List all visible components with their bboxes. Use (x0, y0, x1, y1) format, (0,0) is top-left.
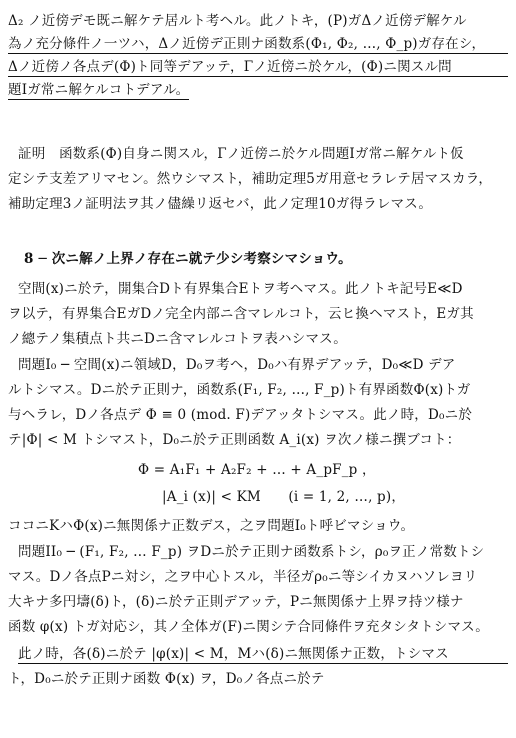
text-line-2: 為ノ充分條件ノ一ツハ，Δノ近傍デ正則ナ函数系(Φ₁, Φ₂, …, Φ_p)ガ存在シ， (8, 35, 508, 54)
problem-I0-line-3: 与ヘラレ，Dノ各点デ Φ ≡ 0 (mod. F)デアッタトシマス。此ノ時，D₀ニ於 (8, 407, 473, 423)
proof-line-1: 証明 函数系(Φ)自身ニ関スル，Γノ近傍ニ於ケル問題Iガ常ニ解ケルト仮 (18, 146, 464, 162)
text-line-1: Δ₂ ノ近傍デモ既ニ解ケテ居ルト考ヘル。此ノトキ，(P)ガΔノ近傍デ解ケル (8, 13, 467, 29)
text-line-10: ヲ以テ，有界集合EガDノ完全内部ニ含マレルコト，云ヒ換ヘマスト，Eガ其 (8, 306, 474, 322)
text-line-4: 題Iガ常ニ解ケルコトデアル。 (8, 82, 190, 98)
problem-II0-line-6: ト，D₀ニ於テ正則ナ函数 Φ(x) ヲ，D₀ノ各点ニ於テ (8, 671, 325, 687)
proof-line-2: 定シテ支差アリマセン。然ウシマスト，補助定理5ガ用意セラレテ居マスカラ， (8, 171, 493, 187)
equation-1: Φ = A₁F₁ + A₂F₂ + … + A_pF_p ， (138, 462, 376, 478)
proof-line-3: 補助定理3ノ証明法ヲ其ノ儘繰リ返セバ，此ノ定理10ガ得ラレマス。 (8, 196, 433, 212)
problem-I0-line-1: 問題I₀ ─ 空間(x)ニ領域D，D₀ヲ考ヘ，D₀ハ有界デアッテ，D₀≪D デア (18, 357, 456, 373)
problem-II0-line-1: 問題II₀ ─ (F₁, F₂, … F_p) ヲDニ於テ正則ナ函数系トシ，ρ₀ヲ正ノ常数トシ (18, 544, 485, 560)
problem-II0-line-4: 函数 φ(x) トガ対応シ，其ノ全体ガ(F)ニ関シテ合同條件ヲ充タシタトシマス。 (8, 619, 489, 635)
text-line-9: 空間(x)ニ於テ，開集合Dト有界集合Eトヲ考ヘマス。此ノトキ記号E≪D (18, 281, 463, 297)
problem-I0-line-4: テ|Φ| < M トシマスト，D₀ニ於テ正則函数 A_i(x) ヲ次ノ様ニ撰ブコト： (8, 432, 461, 448)
section-8-heading: 8 ─ 次ニ解ノ上界ノ存在ニ就テ少シ考察シマショウ。 (24, 251, 352, 267)
text-line-3: Δノ近傍ノ各点デ(Φ)ト同等デアッテ，Γノ近傍ニ於ケル，(Φ)ニ関スル問 (8, 58, 508, 77)
problem-II0-line-2: マス。Dノ各点Pニ対シ，之ヲ中心トスル，半径ガρ₀ニ等シイカヌハソレヨリ (8, 569, 478, 585)
text-line-11: ノ總テノ集積点ト共ニDニ含マレルコトヲ表ハシマス。 (8, 331, 347, 347)
equation-2: |A_i (x)| < KM (i = 1, 2, …, p)， (162, 489, 406, 505)
problem-II0-line-5: 此ノ時，各(δ)ニ於テ |φ(x)| < M，Mハ(δ)ニ無関係ナ正数，トシマス (18, 645, 508, 664)
problem-I0-line-2: ルトシマス。Dニ於テ正則ナ，函数系(F₁, F₂, …, F_p)ト有界函数Φ(x)トガ (8, 382, 471, 398)
problem-II0-line-3: 大キナ多円壔(δ)ト，(δ)ニ於テ正則デアッテ，Pニ無関係ナ上界ヲ持ツ様ナ (8, 594, 464, 610)
text-line-18: ココニKハΦ(x)ニ無関係ナ正数デス，之ヲ問題I₀ト呼ビマショウ。 (8, 518, 415, 534)
